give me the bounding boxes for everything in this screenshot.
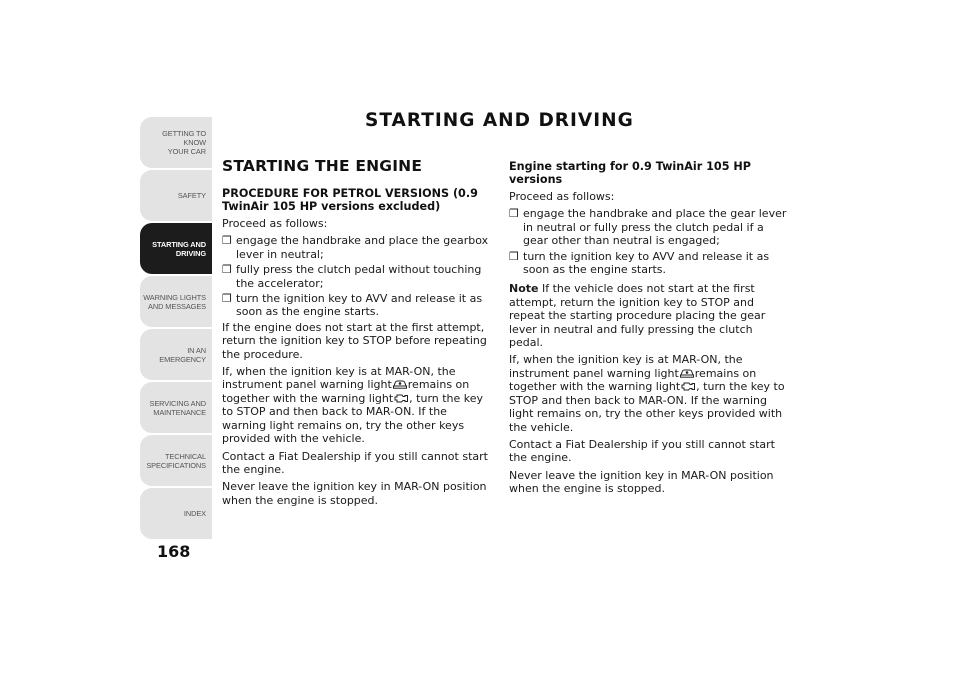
tab-label: GETTING TO KNOW YOUR CAR <box>162 129 206 156</box>
checkbox-bullet-icon: ❒ <box>222 263 232 277</box>
tab-index[interactable] <box>140 488 212 539</box>
paragraph: Contact a Fiat Dealership if you still cannot start the engine. <box>222 449 488 476</box>
intro-text: Proceed as follows: <box>222 217 328 230</box>
tab-in-an-emergency[interactable] <box>140 329 212 380</box>
list-item <box>222 263 494 290</box>
paragraph: Contact a Fiat Dealership if you still cannot start the engine. <box>509 437 775 465</box>
engine-check-warning-icon <box>680 380 696 392</box>
paragraph: If the engine does not start at the first attempt, return the ignition key to STOP before repeating the procedure. <box>222 320 487 361</box>
paragraph: Never leave the ignition key in MAR-ON position when the engine is stopped. <box>222 480 487 507</box>
twinair-heading: Engine starting for 0.9 TwinAir 105 HP versions <box>509 160 751 186</box>
car-key-warning-icon <box>392 378 408 390</box>
paragraph-part: remains on together with the warning light <box>509 366 757 394</box>
page-number: 168 <box>157 542 191 561</box>
note-text: If the vehicle does not start at the first attempt, return the ignition key to STOP and repeat the starting procedure placing the gear lever in neutral and fully pressing the clutch pedal. <box>509 282 766 350</box>
paragraph-part: , turn the key to STOP and then back to MAR-ON. If the warning light remains on, try the other keys provided with the vehicle. <box>222 391 484 446</box>
note-paragraph <box>509 282 787 349</box>
tab-starting-and-driving[interactable] <box>140 223 212 274</box>
list-item-text: engage the handbrake and place the gear lever in neutral or fully press the clutch pedal if a gear other than neutral is engaged; <box>523 207 787 248</box>
engine-check-warning-icon <box>393 392 409 404</box>
paragraph: Never leave the ignition key in MAR-ON position when the engine is stopped. <box>509 468 774 496</box>
tab-safety[interactable] <box>140 170 212 221</box>
right-column <box>509 160 787 500</box>
procedure-heading: PROCEDURE FOR PETROL VERSIONS (0.9 TwinAir 105 HP versions excluded) <box>222 187 478 213</box>
note-label: Note <box>509 282 539 296</box>
tab-label: SAFETY <box>177 191 206 200</box>
list-item-text: turn the ignition key to AVV and release it as soon as the engine starts. <box>236 292 483 319</box>
checkbox-bullet-icon: ❒ <box>222 234 232 248</box>
checkbox-bullet-icon: ❒ <box>509 207 519 221</box>
tab-technical-specifications[interactable] <box>140 435 212 486</box>
list-item-text: turn the ignition key to AVV and release it as soon as the engine starts. <box>523 249 770 277</box>
left-column <box>222 157 494 511</box>
section-title: STARTING AND DRIVING <box>365 110 634 131</box>
paragraph-part: , turn the key to STOP and then back to MAR-ON. If the warning light remains on, try the other keys provided with the vehicle. <box>509 380 785 434</box>
checkbox-bullet-icon: ❒ <box>509 249 519 263</box>
tab-label: WARNING LIGHTS AND MESSAGES <box>143 292 206 311</box>
paragraph-warning-lights <box>509 353 787 433</box>
list-item <box>509 250 787 277</box>
paragraph-part: If, when the ignition key is at MAR-ON, the instrument panel warning light <box>222 365 456 392</box>
paragraph-part: remains on together with the warning light <box>222 378 470 405</box>
list-item-text: engage the handbrake and place the gearbox lever in neutral; <box>236 234 489 261</box>
tab-warning-lights[interactable] <box>140 276 212 327</box>
intro-text: Proceed as follows: <box>509 190 615 203</box>
tab-getting-to-know[interactable] <box>140 117 212 168</box>
list-item <box>509 207 787 247</box>
tab-label: STARTING AND DRIVING <box>152 239 206 258</box>
tab-label: TECHNICAL SPECIFICATIONS <box>146 451 206 470</box>
paragraph-warning-lights <box>222 365 494 445</box>
tab-label: INDEX <box>183 509 206 518</box>
paragraph-part: If, when the ignition key is at MAR-ON, the instrument panel warning light <box>509 353 743 380</box>
checkbox-bullet-icon: ❒ <box>222 292 232 306</box>
tab-label: SERVICING AND MAINTENANCE <box>149 398 206 417</box>
tab-servicing[interactable] <box>140 382 212 433</box>
page-heading: STARTING THE ENGINE <box>222 157 423 175</box>
list-item <box>222 234 494 261</box>
car-key-warning-icon <box>679 367 695 379</box>
list-item-text: fully press the clutch pedal without touching the accelerator; <box>236 263 482 290</box>
list-item <box>222 292 494 319</box>
tab-label: IN AN EMERGENCY <box>159 345 206 364</box>
chapter-tabs <box>140 117 212 541</box>
